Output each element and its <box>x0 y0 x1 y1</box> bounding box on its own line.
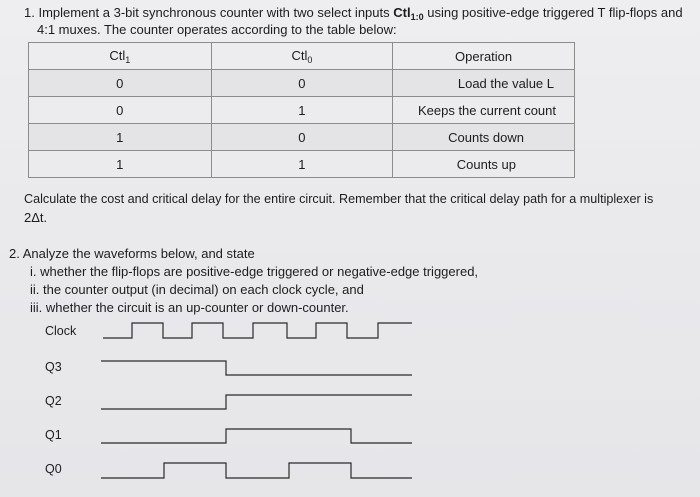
clock-label: Clock <box>45 324 77 338</box>
q2-title: 2. Analyze the waveforms below, and state <box>9 246 255 261</box>
cell-operation: Counts down <box>393 124 575 151</box>
header-operation: Operation <box>393 43 575 70</box>
q2-item-i: i. whether the flip-flops are positive-edge triggered or negative-edge triggered, <box>30 264 479 279</box>
q2-label: Q2 <box>45 394 62 408</box>
calc-line1: Calculate the cost and critical delay for the entire circuit. Remember that the critical delay path for a multiplexer is <box>24 192 654 206</box>
cell-operation: Counts up <box>393 151 575 178</box>
q2-item-iii: iii. whether the circuit is an up-counter or down-counter. <box>30 300 349 315</box>
q1-line1-rest: using positive-edge triggered T flip-flops and <box>423 5 683 20</box>
q0-waveform <box>101 463 412 478</box>
cell-ctl0: 0 <box>211 70 393 97</box>
cell-operation: Keeps the current count <box>393 97 575 124</box>
cell-ctl1: 1 <box>29 151 212 178</box>
cell-ctl0: 0 <box>211 124 393 151</box>
q0-label: Q0 <box>45 462 62 476</box>
q1-line1-start: 1. Implement a 3-bit synchronous counter with two select inputs <box>24 5 394 20</box>
cell-ctl1: 1 <box>29 124 212 151</box>
header-ctl0: Ctl$_0$ <box>211 43 393 70</box>
q1-waveform <box>101 429 412 443</box>
clock-waveform <box>103 323 412 338</box>
q1-label: Q1 <box>45 428 62 442</box>
cell-ctl0: 1 <box>211 151 393 178</box>
q2-item-ii: ii. the counter output (in decimal) on each clock cycle, and <box>30 282 364 297</box>
q3-waveform <box>101 361 412 375</box>
cell-operation: Load the value L <box>393 70 575 97</box>
calc-line2: 2Δt. <box>24 210 48 225</box>
cell-ctl1: 0 <box>29 70 212 97</box>
header-ctl1: Ctl$_1$ <box>29 43 212 70</box>
cell-ctl1: 0 <box>29 97 212 124</box>
q3-label: Q3 <box>45 360 62 374</box>
cell-ctl0: 1 <box>211 97 393 124</box>
ctl-label: Ctl$_{1:0}$ <box>393 5 424 22</box>
q2-waveform <box>101 395 412 409</box>
q1-line2: 4:1 muxes. The counter operates according to the table below: <box>37 22 397 37</box>
